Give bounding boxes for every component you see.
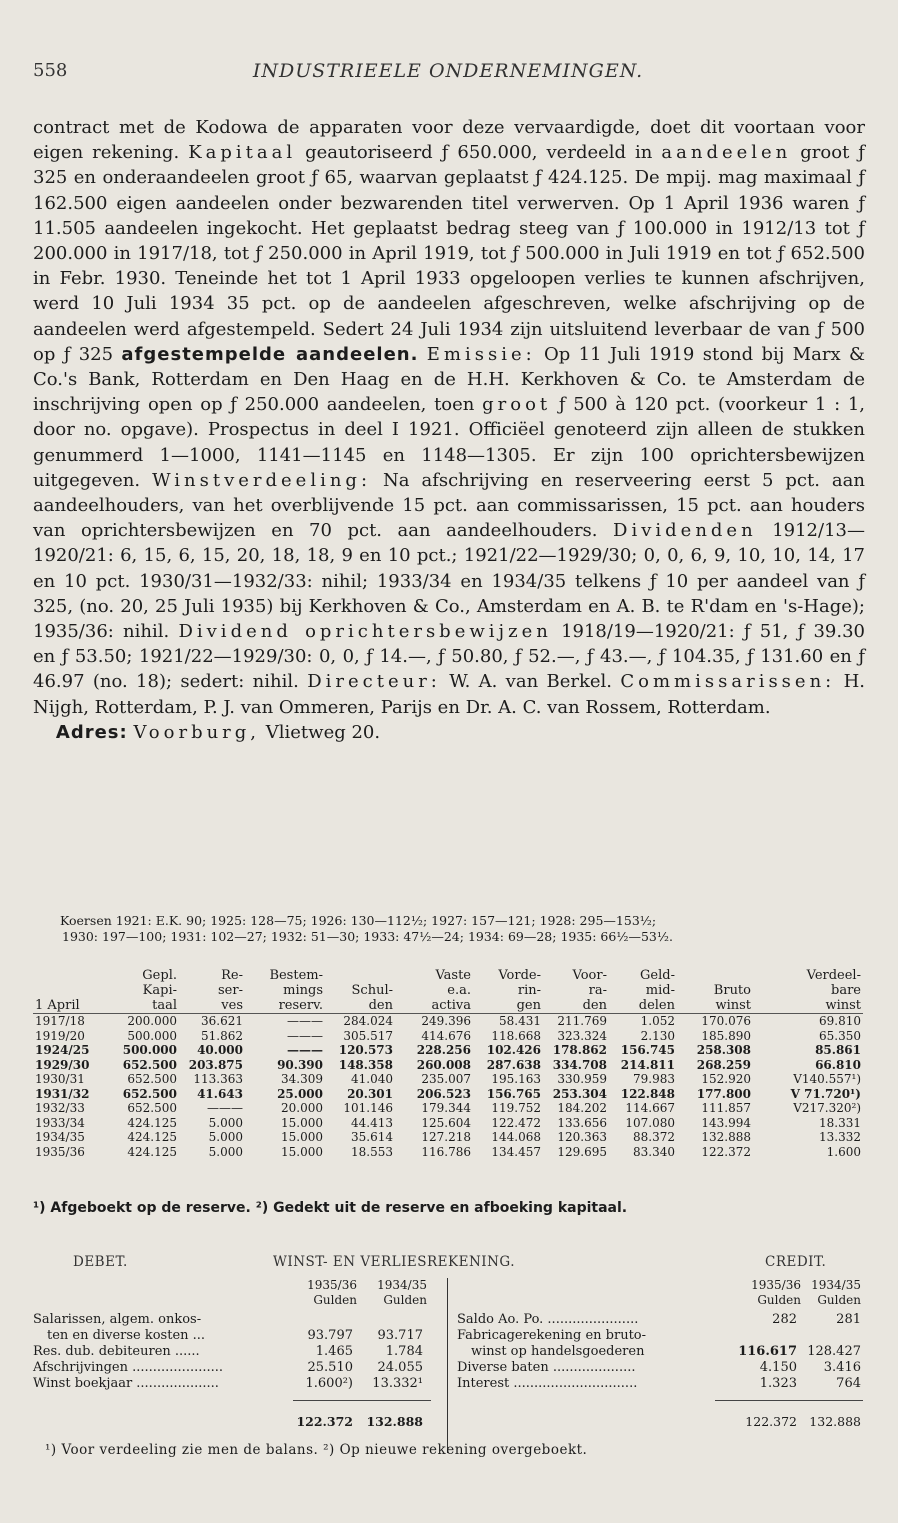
table-cell: 107.080 — [625, 1115, 675, 1130]
column-header: Bestem- — [269, 968, 323, 983]
table-cell: 120.363 — [557, 1130, 607, 1144]
table-cell: 284.024 — [343, 1014, 393, 1028]
table-cell: 1.600 — [826, 1144, 861, 1159]
ledger-label: Salarissen, algem. onkos- — [33, 1312, 202, 1327]
table-cell: 25.000 — [277, 1086, 323, 1101]
debet-col-header — [283, 1278, 431, 1309]
table-cell: 65.350 — [819, 1028, 861, 1043]
ledger-row — [457, 1376, 863, 1392]
column-header — [325, 968, 395, 983]
table-row — [33, 1029, 863, 1044]
table-cell: 200.000 — [127, 1014, 177, 1028]
ledger-value-1: 1.465 — [315, 1344, 353, 1359]
table-cell: ——— — [207, 1101, 243, 1115]
table-cell: 206.523 — [416, 1086, 471, 1101]
address-line — [33, 720, 865, 745]
table-cell: 122.472 — [491, 1115, 541, 1130]
ledger-value-2: 1.784 — [385, 1344, 423, 1359]
year-2: 1934/35 — [377, 1278, 427, 1292]
table-cell: 35.614 — [351, 1130, 393, 1144]
table-cell: ——— — [287, 1043, 323, 1057]
term-directeur: Directeur: — [307, 671, 441, 693]
table-cell: 83.340 — [633, 1144, 675, 1159]
table-cell: 287.638 — [486, 1057, 541, 1072]
running-title: INDUSTRIEELE ONDERNEMINGEN. — [252, 60, 644, 82]
table-cell: 69.810 — [819, 1014, 861, 1028]
column-header — [33, 968, 97, 983]
column-header: activa — [395, 998, 473, 1014]
table-cell: 1935/36 — [35, 1144, 85, 1159]
table-cell: 178.862 — [552, 1043, 607, 1057]
table-cell: 424.125 — [127, 1144, 177, 1159]
column-header: mings — [283, 983, 323, 998]
table-cell: 113.363 — [193, 1072, 243, 1086]
column-header — [677, 968, 753, 983]
table-cell: 15.000 — [281, 1115, 323, 1130]
table-row — [33, 1130, 863, 1145]
table-cell: 177.800 — [696, 1086, 751, 1101]
column-header: winst — [753, 998, 863, 1014]
column-header: mid- — [645, 983, 675, 998]
table-cell: V140.557¹) — [793, 1072, 861, 1086]
table-cell: 143.994 — [701, 1115, 751, 1130]
table-cell: 1932/33 — [35, 1101, 85, 1115]
table-cell: 40.000 — [197, 1043, 243, 1057]
table-cell: 79.983 — [633, 1072, 675, 1086]
term-emissie: Emissie: — [426, 343, 536, 365]
table-cell: 114.667 — [625, 1101, 675, 1115]
table-cell: 258.308 — [696, 1043, 751, 1057]
table-cell: 85.861 — [815, 1043, 861, 1057]
ledger-label: Diverse baten .................... — [457, 1360, 636, 1375]
credit-total-rule — [715, 1400, 863, 1401]
ledger-value-1: 116.617 — [738, 1344, 797, 1359]
ledger-value-2: 764 — [836, 1376, 861, 1391]
ledger-label: Winst boekjaar .................... — [33, 1376, 219, 1391]
table-cell: 20.000 — [281, 1101, 323, 1115]
table-cell: 144.068 — [491, 1130, 541, 1144]
table-cell: 116.786 — [421, 1144, 471, 1159]
column-header: Bruto — [713, 983, 751, 998]
table-cell: 203.875 — [188, 1057, 243, 1072]
table-cell: 122.848 — [620, 1086, 675, 1101]
table-cell: 122.372 — [701, 1144, 751, 1159]
ledger-value-1: 93.797 — [307, 1328, 353, 1343]
credit-total-2: 132.888 — [809, 1414, 861, 1429]
column-header: reserv. — [245, 998, 325, 1014]
column-header: Kapi- — [142, 983, 177, 998]
table-cell: 129.695 — [557, 1144, 607, 1159]
ledger-footnote: ¹) Voor verdeeling zie men de balans. ²) Op nieuwe rekening overgeboekt. — [45, 1442, 588, 1458]
term-commissarissen: Commissarissen: — [620, 671, 836, 693]
table-cell: 1924/25 — [35, 1043, 90, 1057]
table-cell: ——— — [287, 1028, 323, 1043]
term-dividend-oprichtersbewijzen: Dividend oprichtersbewijzen — [178, 621, 552, 643]
koersen-line-1: Koersen 1921: E.K. 90; 1925: 128—75; 1926: 130—112½; 1927: 157—121; 1928: 295—153½; — [60, 913, 657, 928]
ledger-label: ten en diverse kosten ... — [47, 1328, 206, 1343]
text-run: contract met de Kodowa de apparaten voor deze vervaardigde, doet dit voortaan voor eigen rekening. — [33, 117, 865, 164]
table-cell: 1933/34 — [35, 1115, 85, 1130]
table-cell: 66.810 — [815, 1057, 861, 1072]
ledger-divider — [447, 1278, 448, 1453]
text-run: 1918/19—1920/21: ƒ 51, ƒ 39.30 en ƒ 53.50; 1921/22—1929/30: 0, 0, ƒ 14.—, ƒ 50.80, ƒ 52.—, ƒ 43.—, ƒ 104.35, ƒ 131.60 en ƒ 46.97 (no. 18); sedert: nihil. — [33, 621, 865, 693]
term-groot: groot — [482, 394, 552, 416]
credit-col-header — [715, 1278, 863, 1309]
ledger-label: Saldo Ao. Po. ...................... — [457, 1312, 639, 1327]
ledger-value-2: 281 — [836, 1312, 861, 1327]
column-header: ves — [179, 998, 245, 1014]
koersen-line-2: 1930: 197—100; 1931: 102—27; 1932: 51—30; 1933: 47½—24; 1934: 69—28; 1935: 66½—53½. — [62, 929, 673, 944]
ledger-row — [457, 1360, 863, 1376]
table-cell: 41.040 — [351, 1072, 393, 1086]
table-cell: 90.390 — [277, 1057, 323, 1072]
column-header: 1 April — [33, 998, 97, 1014]
credit-title: CREDIT. — [765, 1254, 827, 1270]
table-cell: 127.218 — [421, 1130, 471, 1144]
column-header: Vaste — [435, 968, 471, 983]
table-cell: 334.708 — [552, 1057, 607, 1072]
table-cell: 211.769 — [557, 1014, 607, 1028]
ledger-value-1: 25.510 — [307, 1360, 353, 1375]
table-cell: 185.890 — [701, 1028, 751, 1043]
ledger-value-2: 3.416 — [823, 1360, 861, 1375]
table-cell: 125.604 — [421, 1115, 471, 1130]
text-run: groot ƒ 325 en onderaandeelen groot ƒ 65, waarvan geplaatst ƒ 424.125. De mpij. mag maximaal ƒ 162.500 eigen aandeelen onder bezwarenden titel verwerven. Op 1 April 1936 waren ƒ 11.505 aandeelen ingekocht. Het geplaatst bedrag steeg van ƒ 100.000 in 1912/13 tot ƒ 200.000 in 1917/18, tot ƒ 250.000 in April 1919, tot ƒ 500.000 in Juli 1919 en tot ƒ 652.500 in Febr. 1930. Teneinde het tot 1 April 1933 opgeloopen verlies te kunnen afschrijven, werd 10 Juli 1934 35 pct. op de aandeelen afgeschreven, welke afschrijving op de aandeelen werd afgestempeld. Sedert 24 Juli 1934 zijn uitsluitend leverbaar de van ƒ 500 op ƒ 325 — [33, 142, 865, 365]
table-cell: 156.765 — [486, 1086, 541, 1101]
column-header: rin- — [517, 983, 541, 998]
table-cell: 184.202 — [557, 1101, 607, 1115]
column-header: Geld- — [640, 968, 675, 983]
table-cell: 179.344 — [421, 1101, 471, 1115]
table-cell: 1930/31 — [35, 1072, 85, 1086]
main-paragraph — [33, 115, 865, 720]
table-cell: 1917/18 — [35, 1014, 85, 1028]
table-cell: 5.000 — [208, 1144, 243, 1159]
column-header: winst — [677, 998, 753, 1014]
table-cell: 214.811 — [620, 1057, 675, 1072]
table-cell: 20.301 — [347, 1086, 393, 1101]
table-row — [33, 1072, 863, 1087]
table-cell: V217.320²) — [793, 1101, 861, 1115]
column-header: e.a. — [447, 983, 471, 998]
table-cell: 424.125 — [127, 1130, 177, 1144]
table-cell: 34.309 — [281, 1072, 323, 1086]
table-row — [33, 1087, 863, 1102]
column-header: Gepl. — [142, 968, 177, 983]
ledger-value-2: 128.427 — [807, 1344, 861, 1359]
table-cell: 134.457 — [491, 1144, 541, 1159]
column-header: gen — [473, 998, 543, 1014]
table-cell: 1919/20 — [35, 1028, 85, 1043]
table-cell: 102.426 — [486, 1043, 541, 1057]
ledger-value-2: 24.055 — [377, 1360, 423, 1375]
ledger-label: Afschrijvingen ...................... — [33, 1360, 224, 1375]
table-cell: 330.959 — [557, 1072, 607, 1086]
table-cell: 1934/35 — [35, 1130, 85, 1144]
column-header: Verdeel- — [806, 968, 861, 983]
unit-1: Gulden — [757, 1293, 801, 1307]
text-run: Na afschrijving en reserveering eerst 5 pct. aan aandeelhouders, van het overblijvende 15 pct. aan commissarissen, 15 pct. aan houders van oprichtersbewijzen en 70 pct. aan aandeelhouders. — [33, 469, 865, 542]
address-label: Adres: — [55, 721, 128, 743]
koersen-block — [60, 913, 860, 945]
text-run: 1912/13—1920/21: 6, 15, 6, 15, 20, 18, 18, 9 en 10 pct.; 1921/22—1929/30; 0, 0, 6, 9, 10, 10, 14, 17 en 10 pct. 1930/31—1932/33: nihil; 1933/34 en 1934/35 telkens ƒ 10 per aandeel van ƒ 325, (no. 20, 25 Juli 1935) bij Kerkhoven & Co., Amsterdam en A. B. te R'dam en 's-Hage); 1935/36: nihil. — [33, 520, 865, 643]
table-cell: 111.857 — [701, 1101, 751, 1115]
column-header: delen — [609, 998, 677, 1014]
term-winstverdeeling: Winstverdeeling: — [152, 469, 372, 491]
table-cell: 260.008 — [416, 1057, 471, 1072]
table-cell: 133.656 — [557, 1115, 607, 1130]
unit-2: Gulden — [817, 1293, 861, 1307]
table-cell: 652.500 — [127, 1101, 177, 1115]
table-cell: 652.500 — [122, 1086, 177, 1101]
year-1: 1935/36 — [751, 1278, 801, 1292]
text-run: H. Nijgh, Rotterdam, P. J. van Ommeren, Parijs en Dr. A. C. van Rossem, Rotterdam. — [33, 671, 865, 718]
table-cell: 15.000 — [281, 1144, 323, 1159]
table-cell: 323.324 — [557, 1028, 607, 1043]
year-2: 1934/35 — [811, 1278, 861, 1292]
text-run: W. A. van Berkel. — [449, 671, 613, 693]
ledger-value-1: 1.323 — [759, 1376, 797, 1391]
table-cell: 101.146 — [343, 1101, 393, 1115]
text-run: ƒ 500 à 120 pct. (voorkeur 1 : 1, door no. opgave). Prospectus in deel I 1921. Officiëel genoteerd zijn alleen de stukken genummerd 1—1000, 1141—1145 en 1148—1305. Er zijn 100 oprichtersbewijzen uitgegeven. — [33, 394, 865, 491]
page-header — [33, 60, 863, 90]
table-cell: 18.331 — [819, 1115, 861, 1130]
ledger-row — [33, 1344, 431, 1360]
ledger-value-1: 4.150 — [759, 1360, 797, 1375]
financial-table — [33, 968, 863, 1159]
table-row — [33, 1116, 863, 1131]
debet-title: DEBET. — [73, 1254, 128, 1270]
ledger-row — [33, 1328, 431, 1344]
table-cell: 1931/32 — [35, 1086, 90, 1101]
table-cell: V 71.720¹) — [790, 1086, 861, 1101]
table-cell: 13.332 — [819, 1130, 861, 1144]
table-cell: 500.000 — [122, 1043, 177, 1057]
text-run: geautoriseerd ƒ 650.000, verdeeld in — [305, 142, 653, 164]
table-cell: 156.745 — [620, 1043, 675, 1057]
table-cell: 120.573 — [338, 1043, 393, 1057]
term-aandeelen: aandeelen — [661, 142, 792, 164]
ledger-value-1: 282 — [772, 1312, 797, 1327]
table-cell: 51.862 — [201, 1028, 243, 1043]
table-cell: 2.130 — [640, 1028, 675, 1043]
table-cell: 228.256 — [416, 1043, 471, 1057]
column-header: bare — [831, 983, 861, 998]
column-header: Vorde- — [498, 968, 541, 983]
table-footnote: ¹) Afgeboekt op de reserve. ²) Gedekt uit de reserve en afboeking kapitaal. — [33, 1200, 628, 1216]
column-header: ser- — [218, 983, 243, 998]
body-text — [33, 115, 865, 745]
table-cell: 36.621 — [201, 1014, 243, 1028]
table-cell: 652.500 — [122, 1057, 177, 1072]
column-header: den — [543, 998, 609, 1014]
term-dividenden: Dividenden — [613, 520, 757, 542]
year-1: 1935/36 — [307, 1278, 357, 1292]
debet-total-1: 122.372 — [296, 1414, 353, 1429]
table-cell: 58.431 — [499, 1014, 541, 1028]
table-cell: 253.304 — [552, 1086, 607, 1101]
table-cell: 152.920 — [701, 1072, 751, 1086]
table-cell: 1.052 — [640, 1014, 675, 1028]
column-header: Schul- — [351, 983, 393, 998]
table-cell: 18.553 — [351, 1144, 393, 1159]
table-cell: 15.000 — [281, 1130, 323, 1144]
table-cell: 5.000 — [208, 1130, 243, 1144]
table-cell: 5.000 — [208, 1115, 243, 1130]
table-row — [33, 1043, 863, 1058]
table-cell: 268.259 — [696, 1057, 751, 1072]
text-run: Op 11 Juli 1919 stond bij Marx & Co.'s Bank, Rotterdam en Den Haag en de H.H. Kerkhoven & Co. te Amsterdam de inschrijving open op ƒ 250.000 aandeelen, toen — [33, 343, 865, 416]
ledger-row — [33, 1312, 431, 1328]
ledger-value-2: 93.717 — [377, 1328, 423, 1343]
table-cell: ——— — [287, 1014, 323, 1028]
column-header: Re- — [221, 968, 243, 983]
table-row — [33, 1101, 863, 1116]
page-number: 558 — [33, 60, 68, 81]
column-header: den — [325, 998, 395, 1014]
term-kapitaal: Kapitaal — [188, 142, 297, 164]
table-cell: 41.643 — [197, 1086, 243, 1101]
address-city: Voorburg, — [133, 721, 261, 743]
table-cell: 195.163 — [491, 1072, 541, 1086]
term-afgestempelde: afgestempelde aandeelen. — [121, 343, 419, 365]
table-cell: 414.676 — [421, 1028, 471, 1043]
unit-1: Gulden — [313, 1293, 357, 1307]
table-cell: 1929/30 — [35, 1057, 90, 1072]
table-cell: 118.668 — [491, 1028, 541, 1043]
column-header — [33, 983, 97, 998]
ledger-row — [33, 1360, 431, 1376]
column-header: Voor- — [572, 968, 607, 983]
table-cell: 500.000 — [127, 1028, 177, 1043]
ledger-value-2: 13.332¹ — [372, 1376, 423, 1391]
column-header: taal — [97, 998, 179, 1014]
table-cell: 132.888 — [701, 1130, 751, 1144]
table-cell: 44.413 — [351, 1115, 393, 1130]
ledger-label: winst op handelsgoederen — [471, 1344, 645, 1359]
table-cell: 305.517 — [343, 1028, 393, 1043]
table-cell: 88.372 — [633, 1130, 675, 1144]
ledger-label: Interest .............................. — [457, 1376, 638, 1391]
column-header: ra- — [588, 983, 607, 998]
debet-total-2: 132.888 — [366, 1414, 423, 1429]
winst-verliesrekening — [33, 1254, 863, 1494]
address-street: Vlietweg 20. — [265, 721, 381, 743]
ledger-label: Fabricagerekening en bruto- — [457, 1328, 647, 1343]
credit-total-1: 122.372 — [745, 1414, 797, 1429]
ledger-row — [33, 1376, 431, 1392]
debet-total-rule — [293, 1400, 431, 1401]
unit-2: Gulden — [383, 1293, 427, 1307]
table-cell: 148.358 — [338, 1057, 393, 1072]
table-cell: 119.752 — [491, 1101, 541, 1115]
ledger-row — [457, 1344, 863, 1360]
table-cell: 652.500 — [127, 1072, 177, 1086]
table-row — [33, 1145, 863, 1160]
table-cell: 235.007 — [421, 1072, 471, 1086]
ledger-label: Res. dub. debiteuren ...... — [33, 1344, 200, 1359]
table-row — [33, 1058, 863, 1073]
ledger-value-1: 1.600²) — [305, 1376, 353, 1391]
ledger-row — [457, 1312, 863, 1328]
table-cell: 249.396 — [421, 1014, 471, 1028]
wv-title: WINST- EN VERLIESREKENING. — [273, 1254, 516, 1270]
table-cell: 170.076 — [701, 1014, 751, 1028]
table-cell: 424.125 — [127, 1115, 177, 1130]
table-row — [33, 1014, 863, 1029]
ledger-row — [457, 1328, 863, 1344]
